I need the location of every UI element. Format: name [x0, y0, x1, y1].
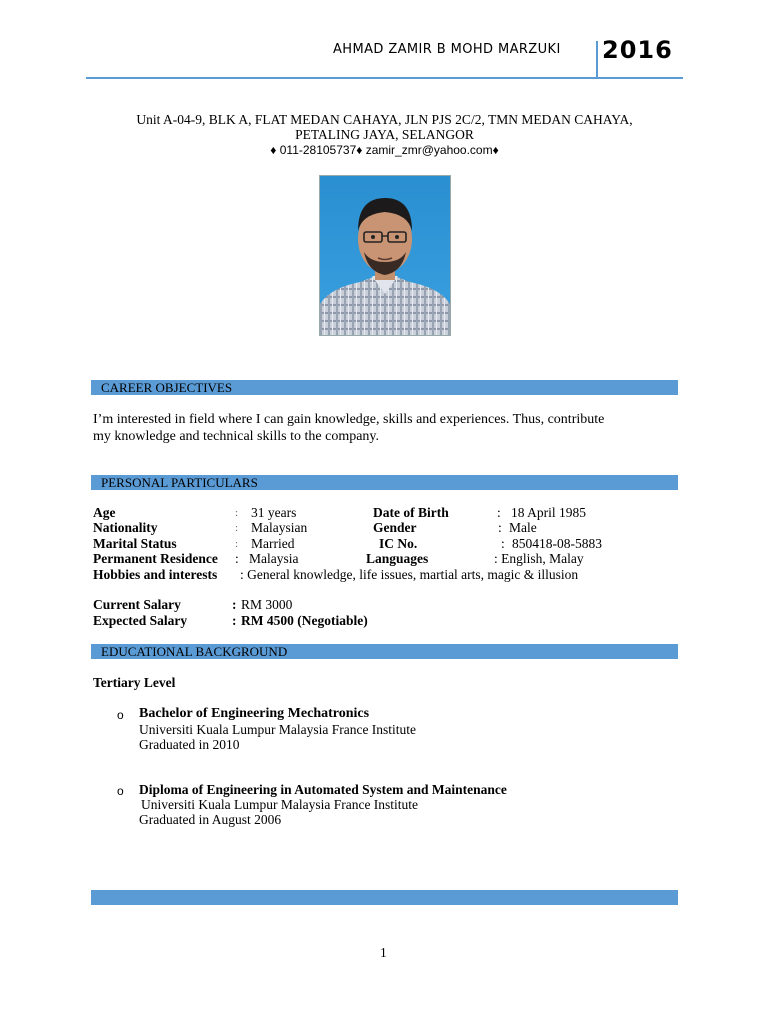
- expected-salary-value: RM 4500 (Negotiable): [241, 613, 368, 628]
- section-bar-empty: [91, 890, 678, 905]
- education-item-1-institution: Universiti Kuala Lumpur Malaysia France Institute: [139, 722, 417, 737]
- nationality-value: Malaysian: [251, 520, 308, 535]
- section-title-career-objectives: CAREER OBJECTIVES: [101, 380, 233, 395]
- education-item-2-graduated: Graduated in August 2006: [139, 812, 282, 827]
- age-value: 31 years: [251, 505, 297, 520]
- education-level: Tertiary Level: [93, 675, 176, 690]
- age-colon: :: [235, 507, 239, 519]
- education-item-2-title: Diploma of Engineering in Automated System and Maintenance: [139, 782, 507, 797]
- address-line-2: PETALING JAYA, SELANGOR: [295, 127, 474, 142]
- ic-colon: :: [501, 536, 505, 551]
- section-title-educational-background: EDUCATIONAL BACKGROUND: [101, 644, 288, 659]
- section-bar-personal-particulars: [91, 475, 678, 490]
- languages-label: Languages: [366, 551, 429, 566]
- education-bullet-1: o: [117, 708, 124, 722]
- resume-year: 2016: [602, 36, 673, 64]
- residence-value: Malaysia: [249, 551, 299, 566]
- gender-value: Male: [509, 520, 537, 535]
- section-bar-career-objectives: [91, 380, 678, 395]
- marital-status-label: Marital Status: [93, 536, 177, 551]
- education-item-1-title: Bachelor of Engineering Mechatronics: [139, 706, 370, 721]
- dob-label: Date of Birth: [373, 505, 449, 520]
- contact-info: ♦ 011-28105737♦ zamir_zmr@yahoo.com♦: [270, 143, 499, 157]
- current-salary-value: RM 3000: [241, 597, 293, 612]
- expected-salary-label: Expected Salary: [93, 613, 188, 628]
- hobbies-label: Hobbies and interests: [93, 567, 218, 582]
- marital-status-value: Married: [251, 536, 295, 551]
- hobbies-value: : General knowledge, life issues, martial arts, magic & illusion: [240, 567, 579, 582]
- header-divider-vertical: [596, 41, 598, 78]
- career-objective-line-1: I’m interested in field where I can gain knowledge, skills and experiences. Thus, contribute: [93, 412, 605, 427]
- career-objective-line-2: my knowledge and technical skills to the company.: [93, 429, 380, 444]
- current-salary-label: Current Salary: [93, 597, 181, 612]
- header-divider-horizontal: [86, 77, 683, 79]
- marital-status-colon: :: [235, 538, 239, 550]
- current-salary-colon: :: [232, 597, 237, 612]
- expected-salary-colon: :: [232, 613, 237, 628]
- gender-colon: :: [498, 520, 502, 535]
- languages-value: : English, Malay: [494, 551, 584, 566]
- nationality-label: Nationality: [93, 520, 158, 535]
- profile-photo-illustration: [320, 176, 450, 335]
- section-title-personal-particulars: PERSONAL PARTICULARS: [101, 475, 258, 490]
- residence-colon: :: [235, 551, 239, 566]
- section-bar-educational-background: [91, 644, 678, 659]
- profile-photo: [319, 175, 451, 336]
- education-item-1-graduated: Graduated in 2010: [139, 737, 240, 752]
- dob-colon: :: [497, 505, 501, 520]
- gender-label: Gender: [373, 520, 417, 535]
- ic-label: IC No.: [379, 536, 418, 551]
- nationality-colon: :: [235, 522, 239, 534]
- ic-value: 850418-08-5883: [512, 536, 602, 551]
- residence-label: Permanent Residence: [93, 551, 218, 566]
- dob-value: 18 April 1985: [511, 505, 587, 520]
- age-label: Age: [93, 505, 116, 520]
- page-number: 1: [380, 945, 387, 960]
- address-line-1: Unit A-04-9, BLK A, FLAT MEDAN CAHAYA, JLN PJS 2C/2, TMN MEDAN CAHAYA,: [136, 112, 633, 127]
- education-bullet-2: o: [117, 784, 124, 798]
- education-item-2-institution: Universiti Kuala Lumpur Malaysia France Institute: [141, 797, 419, 812]
- resume-owner-name: AHMAD ZAMIR B MOHD MARZUKI: [333, 42, 561, 57]
